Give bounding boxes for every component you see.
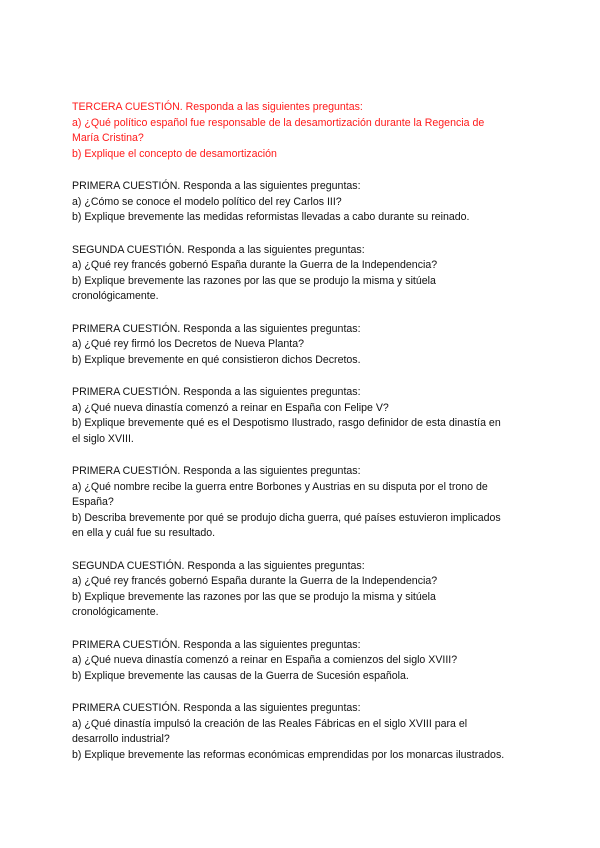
question-b-cont: en ella y cuál fue su resultado. xyxy=(72,527,216,539)
question-heading: PRIMERA CUESTIÓN. Responda a las siguientes preguntas: xyxy=(72,322,361,335)
question-block-5 xyxy=(72,385,542,447)
question-a: a) ¿Qué dinastía impulsó la creación de las Reales Fábricas en el siglo XVIII para el xyxy=(72,717,468,730)
question-heading: SEGUNDA CUESTIÓN. Responda a las siguientes preguntas: xyxy=(72,243,365,256)
question-b: b) Explique brevemente las reformas económicas emprendidas por los monarcas ilustrados. xyxy=(72,748,505,761)
question-block-4 xyxy=(72,322,542,369)
question-b: b) Explique brevemente las razones por las que se produjo la misma y sitúela xyxy=(72,590,436,603)
question-heading: PRIMERA CUESTIÓN. Responda a las siguientes preguntas: xyxy=(72,180,361,192)
question-b: b) Explique el concepto de desamortización xyxy=(72,147,277,160)
question-heading: SEGUNDA CUESTIÓN. Responda a las siguientes preguntas: xyxy=(72,559,365,572)
question-b: b) Explique brevemente en qué consistieron dichos Decretos. xyxy=(72,353,361,366)
question-b: b) Explique brevemente las medidas reformistas llevadas a cabo durante su reinado. xyxy=(72,211,470,223)
question-a: a) ¿Cómo se conoce el modelo político del rey Carlos III? xyxy=(72,195,342,208)
question-block-3 xyxy=(72,243,542,305)
question-a-cont: María Cristina? xyxy=(72,132,144,144)
question-b: b) Describa brevemente por qué se produjo dicha guerra, qué países estuvieron implicados xyxy=(72,511,501,524)
question-a: a) ¿Qué rey francés gobernó España durante la Guerra de la Independencia? xyxy=(72,575,438,587)
question-a: a) ¿Qué nueva dinastía comenzó a reinar en España a comienzos del siglo XVIII? xyxy=(72,654,458,666)
question-b-cont: cronológicamente. xyxy=(72,290,159,302)
question-a-cont: España? xyxy=(72,496,114,508)
question-b: b) Explique brevemente qué es el Despotismo Ilustrado, rasgo definidor de esta dinastía en xyxy=(72,417,501,429)
question-b-cont: el siglo XVIII. xyxy=(72,432,134,445)
question-a: a) ¿Qué rey francés gobernó España durante la Guerra de la Independencia? xyxy=(72,259,438,271)
question-b: b) Explique brevemente las causas de la Guerra de Sucesión española. xyxy=(72,669,409,682)
question-a: a) ¿Qué nueva dinastía comenzó a reinar en España con Felipe V? xyxy=(72,401,389,414)
question-heading: PRIMERA CUESTIÓN. Responda a las siguientes preguntas: xyxy=(72,465,361,477)
question-a: a) ¿Qué nombre recibe la guerra entre Borbones y Austrias en su disputa por el trono de xyxy=(72,480,488,493)
question-heading: PRIMERA CUESTIÓN. Responda a las siguientes preguntas: xyxy=(72,386,361,398)
questions-list xyxy=(72,100,542,780)
question-a-cont: desarrollo industrial? xyxy=(72,733,170,745)
question-block-9 xyxy=(72,701,542,763)
question-block-1 xyxy=(72,100,542,162)
question-heading: TERCERA CUESTIÓN. Responda a las siguientes preguntas: xyxy=(72,101,363,113)
question-a: a) ¿Qué político español fue responsable de la desamortización durante la Regencia de xyxy=(72,116,485,129)
question-heading: PRIMERA CUESTIÓN. Responda a las siguientes preguntas: xyxy=(72,702,361,714)
question-b-cont: cronológicamente. xyxy=(72,606,159,618)
question-block-8 xyxy=(72,638,542,685)
question-block-2 xyxy=(72,179,542,226)
question-heading: PRIMERA CUESTIÓN. Responda a las siguientes preguntas: xyxy=(72,638,361,651)
question-a: a) ¿Qué rey firmó los Decretos de Nueva Planta? xyxy=(72,338,304,350)
question-b: b) Explique brevemente las razones por las que se produjo la misma y sitúela xyxy=(72,274,436,287)
question-block-7 xyxy=(72,559,542,621)
question-block-6 xyxy=(72,464,542,542)
